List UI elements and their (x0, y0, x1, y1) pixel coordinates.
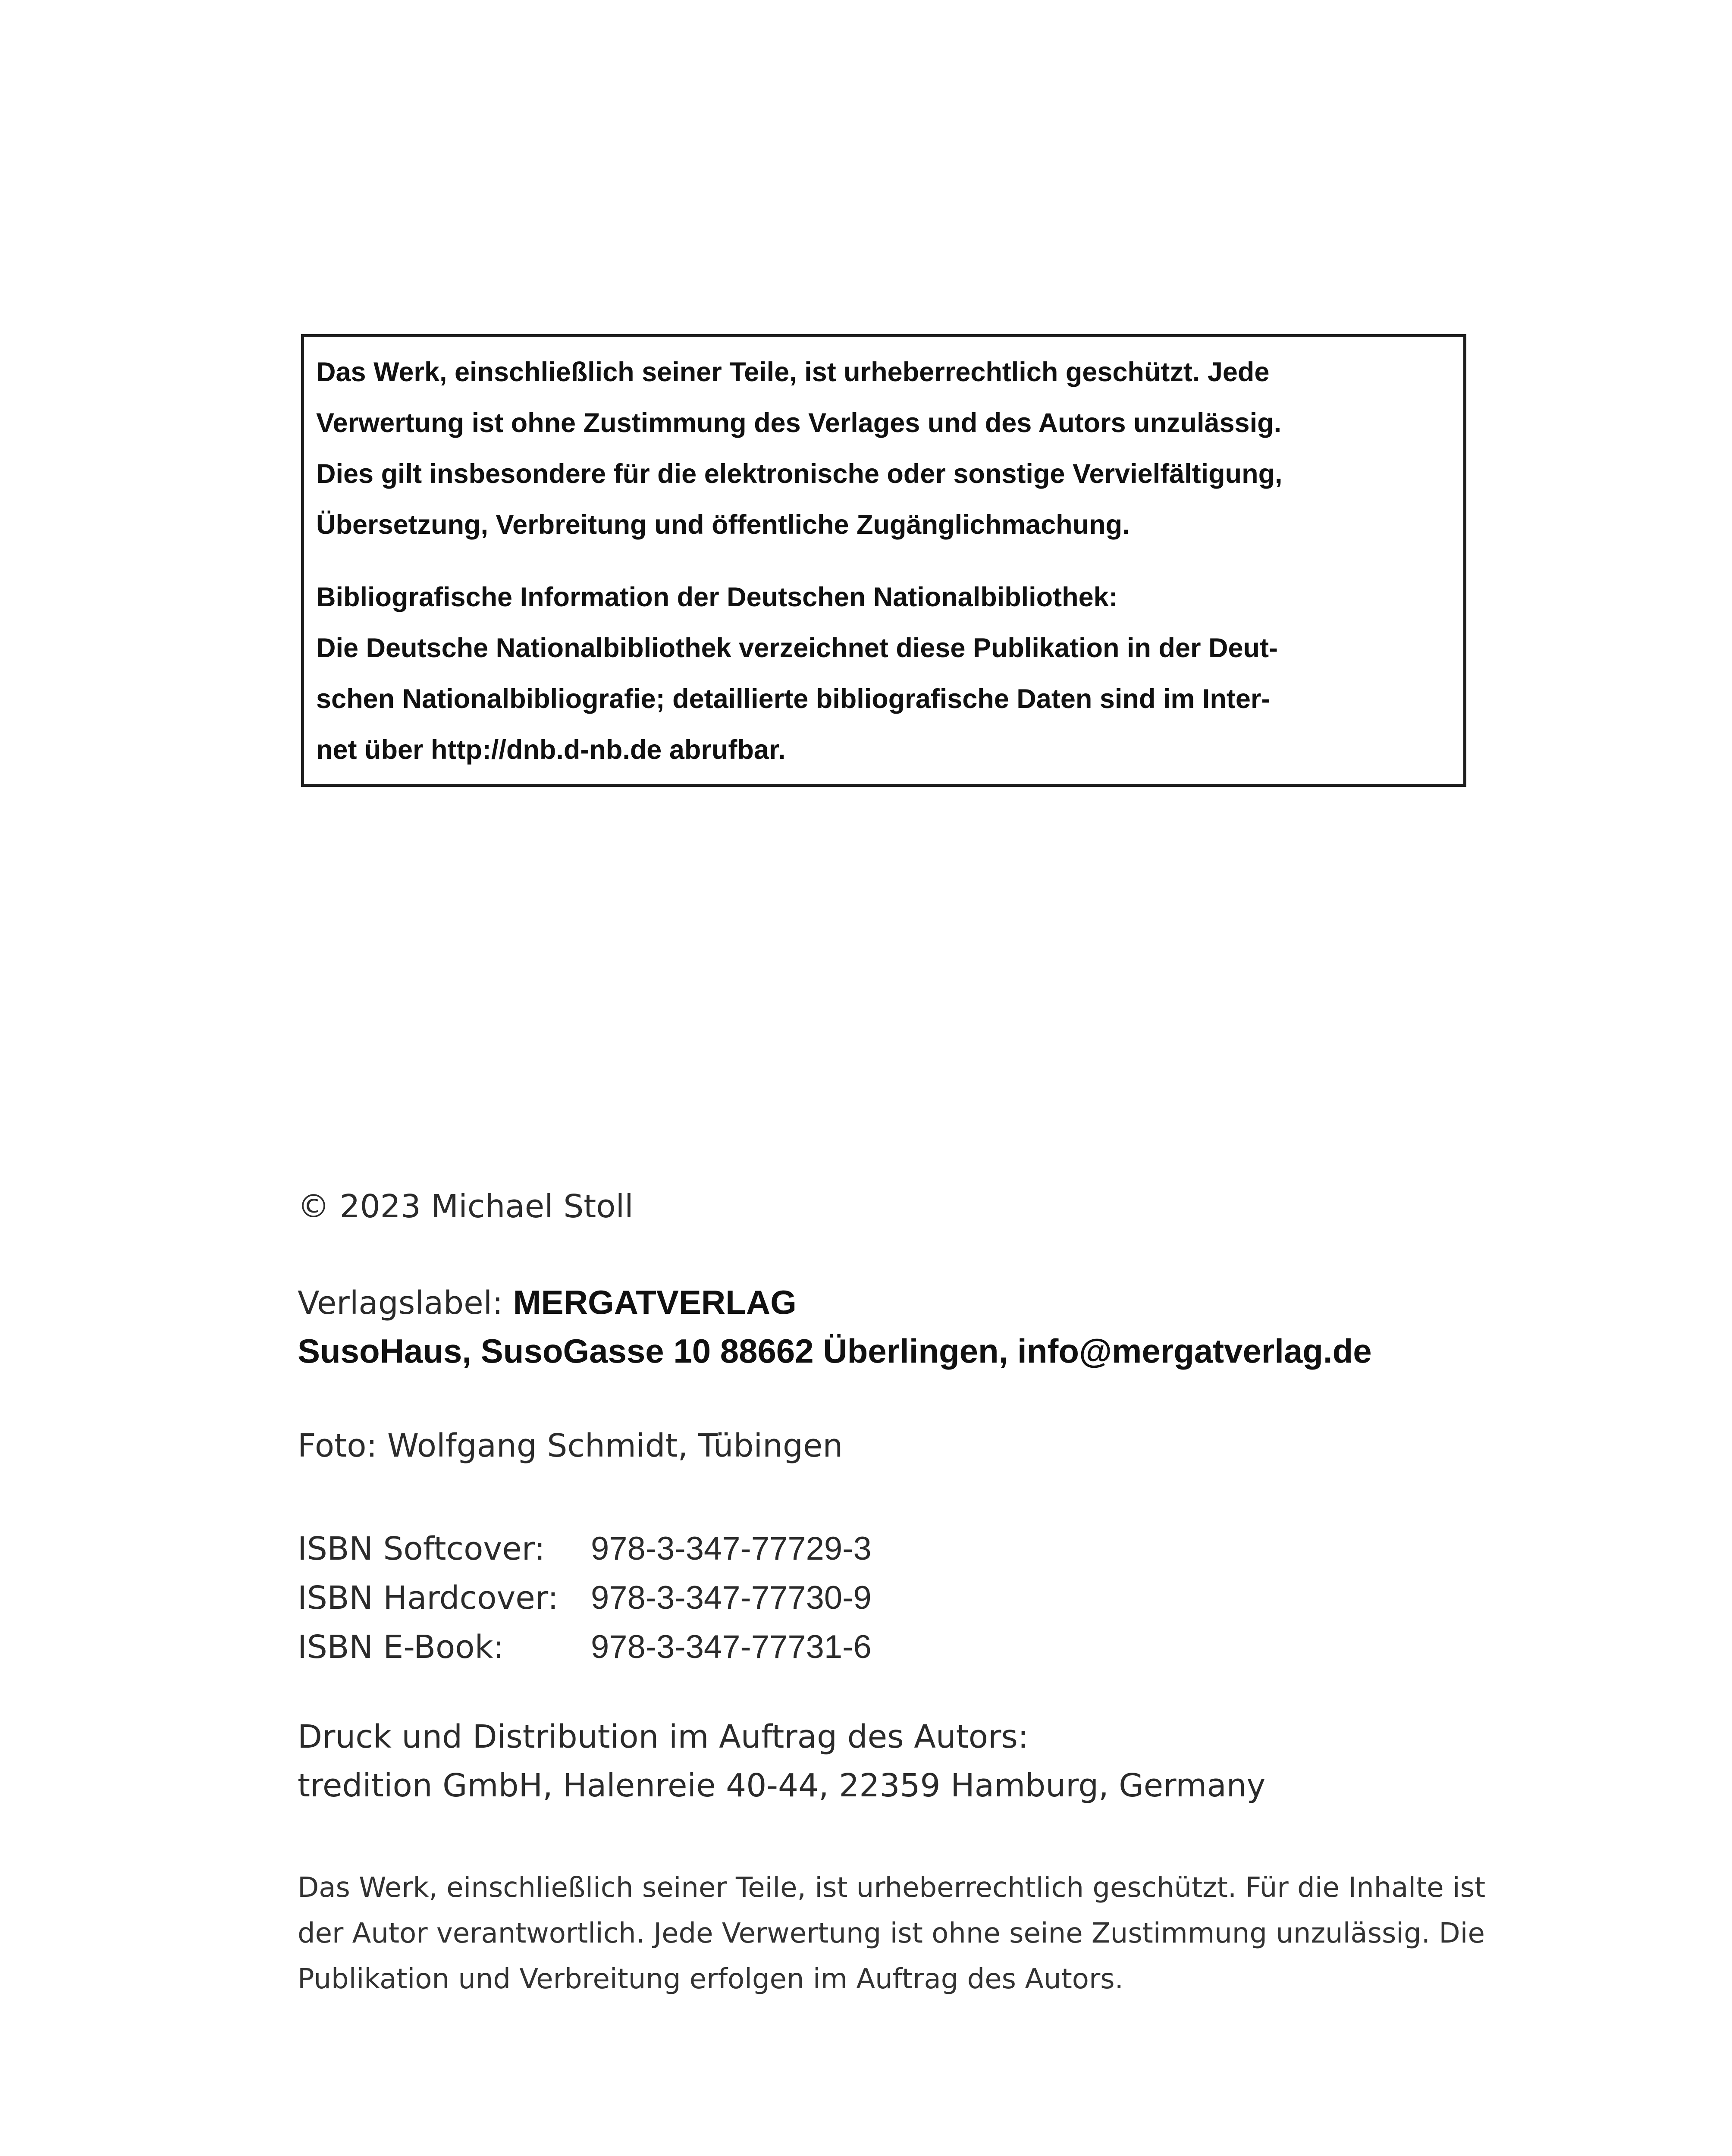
print-heading: Druck und Distribution im Auftrag des Autors: (298, 1718, 1029, 1755)
isbn-row-softcover (298, 1524, 872, 1573)
notice-line: der Autor verantwortlich. Jede Verwertung ist ohne seine Zustimmung unzulässig. Die (298, 1918, 1485, 1949)
copyright-line: © 2023 Michael Stoll (298, 1188, 634, 1225)
print-address: tredition GmbH, Halenreie 40-44, 22359 Hamburg, Germany (298, 1767, 1266, 1804)
legal-line: Verwertung ist ohne Zustimmung des Verlages und des Autors unzulässig. (316, 408, 1282, 438)
publisher-name: MERGATVERLAG (513, 1283, 797, 1321)
isbn-row-hardcover (298, 1573, 872, 1623)
bibliographic-line: net über http://dnb.d-nb.de abrufbar. (316, 735, 786, 765)
isbn-value: 978-3-347-77729-3 (591, 1530, 872, 1567)
notice-line: Das Werk, einschließlich seiner Teile, ist urheberrechtlich geschützt. Für die Inhalte ist (298, 1872, 1486, 1904)
isbn-value: 978-3-347-77730-9 (591, 1579, 872, 1616)
publisher-address: SusoHaus, SusoGasse 10 88662 Überlingen, info@mergatverlag.de (298, 1332, 1372, 1370)
isbn-value: 978-3-347-77731-6 (591, 1629, 872, 1665)
publisher-label-prefix: Verlagslabel: (298, 1285, 513, 1322)
bibliographic-line: Die Deutsche Nationalbibliothek verzeichnet diese Publikation in der Deut- (316, 633, 1278, 663)
legal-line: Das Werk, einschließlich seiner Teile, ist urheberrechtlich geschützt. Jede (316, 357, 1270, 387)
isbn-label: ISBN Hardcover: (298, 1579, 559, 1617)
legal-line: Übersetzung, Verbreitung und öffentliche Zugänglichmachung. (316, 510, 1130, 540)
isbn-label: ISBN E-Book: (298, 1629, 504, 1666)
legal-line: Dies gilt insbesondere für die elektronische oder sonstige Vervielfältigung, (316, 459, 1283, 489)
isbn-label: ISBN Softcover: (298, 1530, 545, 1567)
photo-credit: Foto: Wolfgang Schmidt, Tübingen (298, 1427, 843, 1464)
bibliographic-line: schen Nationalbibliografie; detaillierte bibliografische Daten sind im Inter- (316, 684, 1271, 714)
legal-notice (298, 1865, 1485, 2002)
publisher-label (298, 1283, 797, 1322)
isbn-row-ebook (298, 1623, 872, 1672)
copyright-notice-box (301, 334, 1466, 787)
notice-line: Publikation und Verbreitung erfolgen im Auftrag des Autors. (298, 1963, 1123, 1995)
paragraph-spacer (316, 550, 1463, 572)
bibliographic-heading: Bibliografische Information der Deutschen Nationalbibliothek: (316, 582, 1118, 612)
isbn-list (298, 1524, 872, 1672)
